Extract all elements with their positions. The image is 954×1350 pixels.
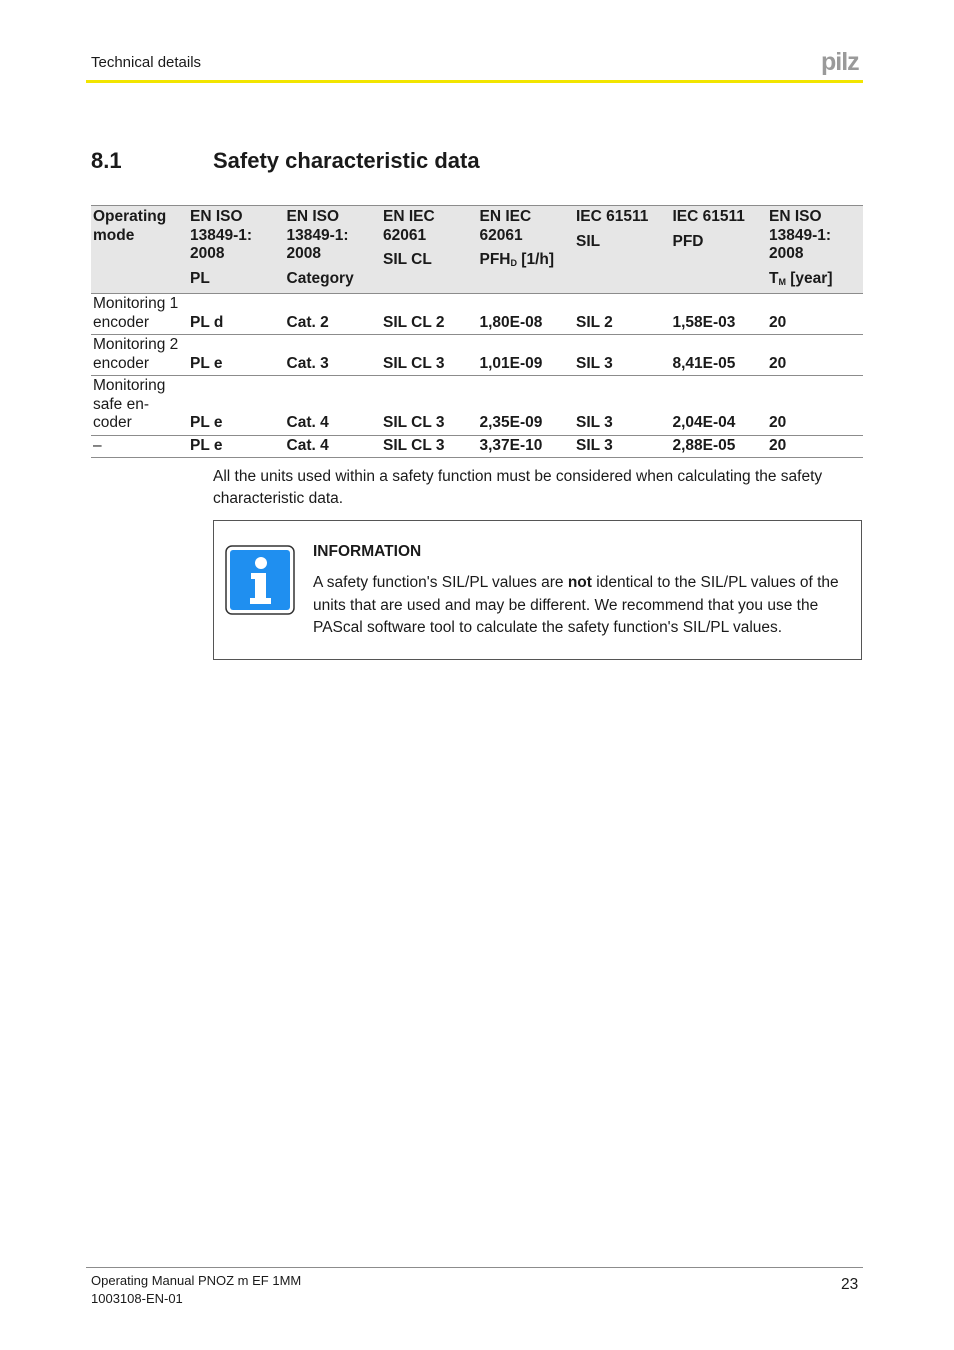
column-header	[767, 206, 863, 293]
safety-data-table	[91, 205, 863, 458]
header-line: 2008	[190, 245, 225, 262]
mode-line: safe en-	[93, 395, 150, 413]
header-line: 2008	[769, 245, 804, 262]
header-line: EN IEC	[383, 208, 435, 225]
column-header	[671, 206, 768, 293]
mode-line: Monitoring 2	[93, 336, 179, 353]
column-header	[188, 206, 285, 293]
table-cell: SIL 3	[576, 436, 613, 454]
header-sub-tail: [year]	[785, 269, 833, 287]
header-line: 13849-1:	[286, 226, 349, 244]
table-header-row	[91, 205, 863, 294]
pilz-logo	[820, 48, 864, 81]
header-line: 2008	[286, 245, 321, 262]
table-cell: SIL CL 2	[383, 313, 445, 331]
footer-document-info	[91, 1272, 301, 1308]
mode-line: coder	[93, 414, 132, 431]
footer-manual-title: Operating Manual PNOZ m EF 1MM	[91, 1273, 302, 1288]
header-subscript: M	[778, 276, 786, 287]
header-accent-rule	[86, 80, 863, 83]
footer-rule	[86, 1267, 863, 1268]
column-header	[478, 206, 575, 293]
header-sub: PFD	[672, 232, 704, 250]
table-row	[91, 376, 863, 436]
information-box	[213, 520, 862, 660]
header-line: EN IEC	[479, 208, 532, 225]
table-cell: SIL CL 3	[383, 414, 445, 431]
mode-line: –	[93, 436, 102, 454]
column-header	[285, 206, 382, 293]
header-subscript: D	[510, 258, 517, 268]
table-row	[91, 294, 863, 335]
header-line: 62061	[479, 226, 523, 244]
info-divider	[308, 521, 309, 659]
header-sub	[769, 270, 861, 292]
header-line: 13849-1:	[190, 226, 253, 244]
header-sub: SIL	[576, 232, 601, 250]
header-line: IEC 61511	[672, 208, 745, 225]
table-cell: PL d	[190, 313, 224, 331]
mode-line: Monitoring	[93, 377, 166, 394]
table-cell: 2,04E-04	[672, 414, 736, 431]
table-cell: SIL 3	[576, 354, 613, 372]
table-cell: SIL CL 3	[383, 354, 445, 372]
column-header	[381, 206, 478, 293]
info-text	[313, 572, 848, 640]
header-line: IEC 61511	[576, 208, 649, 225]
table-cell: 20	[769, 414, 787, 431]
table-row	[91, 335, 863, 376]
header-sub: Category	[286, 269, 354, 287]
table-cell: 20	[769, 313, 787, 331]
footer-document-number: 1003108-EN-01	[91, 1291, 183, 1306]
table-cell: 2,35E-09	[479, 414, 543, 431]
table-cell: 1,01E-09	[479, 354, 543, 372]
table-cell: 3,37E-10	[479, 436, 543, 454]
info-text-emphasis: not	[567, 574, 592, 591]
section-number: 8.1	[91, 148, 122, 173]
column-header	[574, 206, 671, 293]
mode-line: encoder	[93, 313, 150, 331]
svg-text:pilz: pilz	[821, 48, 859, 76]
table-cell: 20	[769, 354, 787, 372]
table-cell: Cat. 2	[286, 313, 329, 331]
header-line: 62061	[383, 226, 427, 244]
header-line: EN ISO	[769, 208, 822, 225]
table-cell: SIL 2	[576, 313, 613, 331]
header-line: EN ISO	[286, 208, 340, 225]
section-title: Safety characteristic data	[213, 148, 480, 173]
header-sub: SIL CL	[383, 251, 432, 268]
header-sub-main: T	[769, 269, 779, 287]
operating-mode-cell	[91, 335, 188, 375]
info-title: INFORMATION	[313, 543, 422, 560]
table-cell: 20	[769, 436, 787, 454]
table-cell: PL e	[190, 436, 223, 454]
info-text-part: identical to the SIL/PL values of the units that are used and may be different. We recommend that you use the PAScal software tool to calculate the safety function's SIL/PL values.	[313, 574, 839, 636]
table-row	[91, 436, 863, 459]
table-cell: PL e	[190, 354, 223, 372]
mode-line: Monitoring 1	[93, 295, 179, 312]
header-section-title: Technical details	[91, 54, 202, 71]
table-cell: Cat. 4	[286, 436, 329, 454]
table-cell: 8,41E-05	[672, 354, 736, 372]
table-cell: Cat. 3	[286, 354, 329, 372]
table-cell: SIL CL 3	[383, 436, 445, 454]
table-cell: 1,80E-08	[479, 313, 543, 331]
mode-line: encoder	[93, 354, 150, 372]
header-sub	[480, 251, 573, 273]
column-header	[91, 206, 188, 293]
header-line: EN ISO	[190, 208, 243, 225]
header-sub-main: PFH	[479, 251, 511, 268]
table-cell: PL e	[190, 414, 223, 431]
table-cell: Cat. 4	[286, 414, 329, 431]
header-line: 13849-1:	[769, 226, 832, 244]
header-line: mode	[93, 226, 135, 244]
operating-mode-cell	[91, 376, 188, 435]
table-cell: 1,58E-03	[672, 313, 736, 331]
header-sub: PL	[190, 269, 210, 287]
header-sub-tail: [1/h]	[517, 251, 555, 268]
table-cell: SIL 3	[576, 414, 613, 431]
page-number: 23	[841, 1276, 859, 1293]
note-paragraph: All the units used within a safety function must be considered when calculating the safety characteristic data.	[213, 468, 823, 507]
info-text-part: A safety function's SIL/PL values are	[313, 574, 568, 591]
operating-mode-cell	[91, 436, 188, 458]
table-cell: 2,88E-05	[672, 436, 736, 454]
information-icon	[225, 545, 295, 615]
operating-mode-cell	[91, 294, 188, 334]
header-line: Operating	[93, 208, 167, 225]
